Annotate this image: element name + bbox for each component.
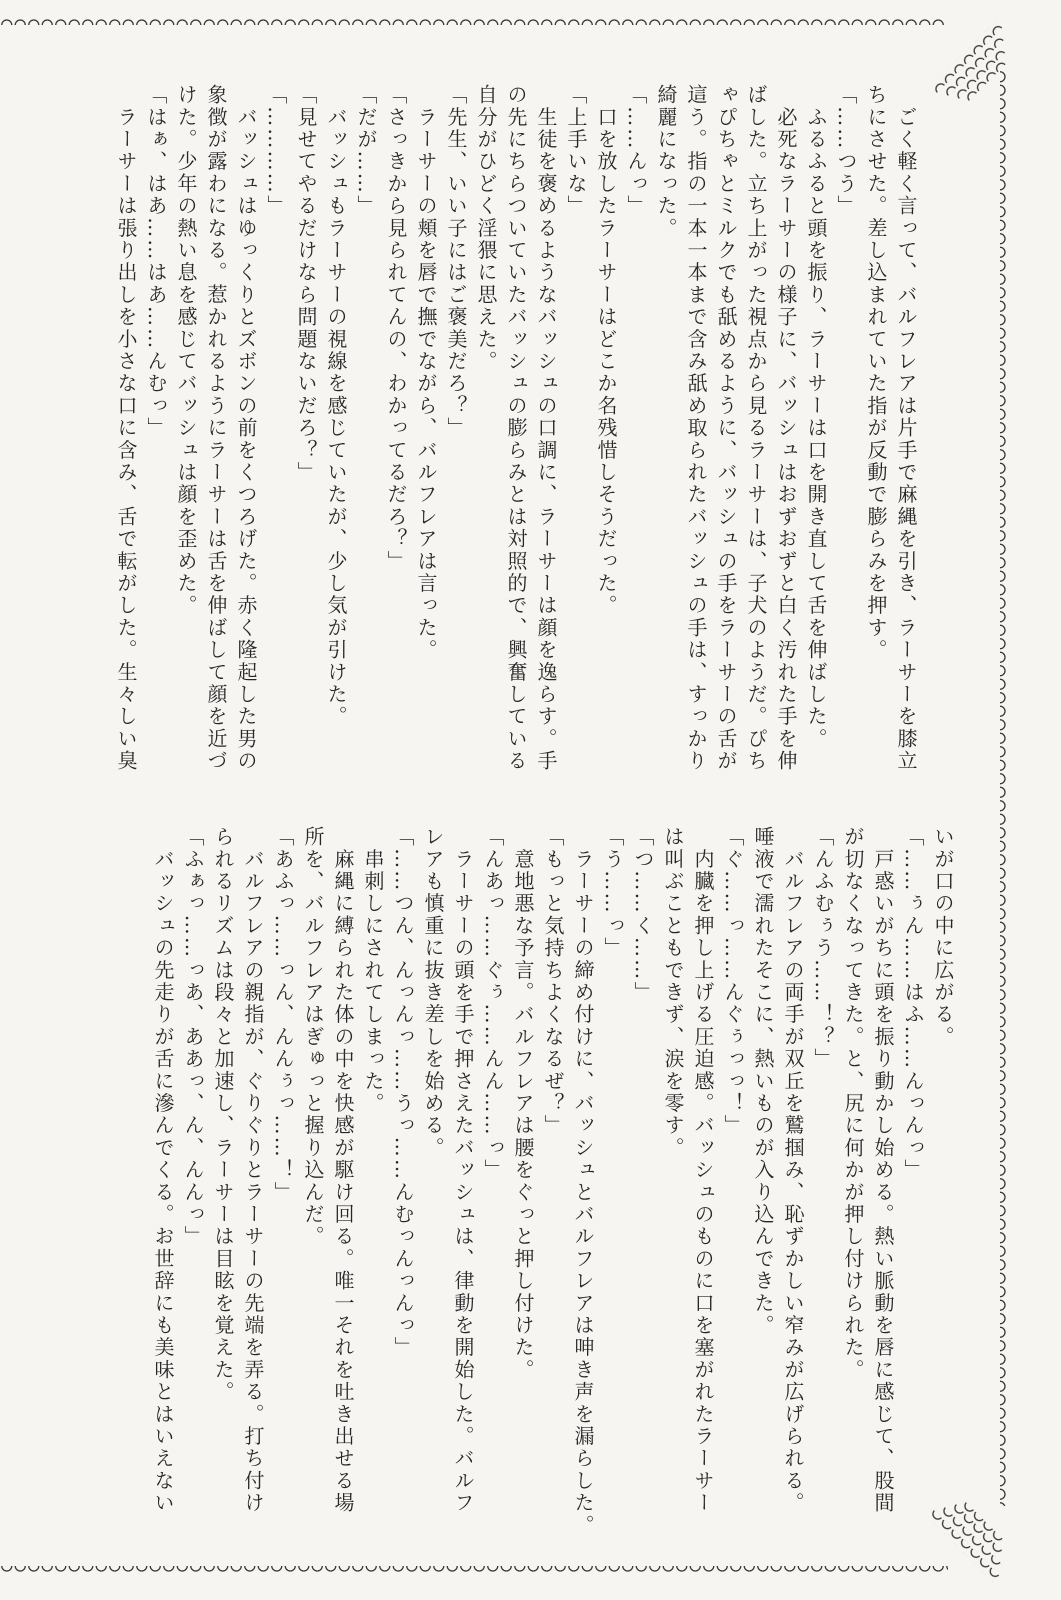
text-line: 「……んっ」 [624, 84, 648, 218]
text-line: ばした。立ち上がった視点から見るラーサーは、子犬のようだ。ぴち [744, 84, 768, 773]
text-line: 「見せてやるだけなら問題ないだろ？」 [294, 84, 318, 484]
text-line: ふるふると頭を振り、ラーサーは口を開き直して舌を伸ばした。 [804, 84, 828, 750]
text-line: ラーサーの頬を唇で撫でながら、バルフレアは言った。 [414, 84, 438, 662]
text-line: ごく軽く言って、バルフレアは片手で麻縄を引き、ラーサーを膝立 [894, 84, 918, 773]
text-line: いが口の中に広がる。 [931, 826, 955, 1048]
text-line: 「ぐ……っ……んぐぅっっ！」 [721, 826, 745, 1137]
text-line: 生徒を褒めるようなバッシュの口調に、ラーサーは顔を逸らす。手 [534, 84, 558, 773]
text-line: は叫ぶこともできず、涙を零す。 [661, 826, 685, 1159]
text-line: 必死なラーサーの様子に、バッシュはおずおずと白く汚れた手を伸 [774, 84, 798, 773]
page-border-right [1000, 70, 1009, 1506]
text-line: 「先生、いい子にはご褒美だろ？」 [444, 84, 468, 440]
text-line: ラーサーの締め付けに、バッシュとバルフレアは呻き声を漏らした。 [571, 826, 595, 1537]
text-line: 「う……っ」 [601, 826, 625, 960]
text-line: 「あふっ……っん、んんぅっ……！」 [271, 826, 295, 1204]
text-line: の先にちらついていたバッシュの膨らみとは対照的で、興奮している [504, 84, 528, 773]
page-border-top [0, 16, 944, 25]
text-line: 内臓を押し上げる圧迫感。バッシュのものに口を塞がれたラーサー [691, 826, 715, 1515]
text-line: 「…………」 [264, 84, 288, 218]
text-line: 「もっと気持ちよくなるぜ？」 [541, 826, 565, 1137]
text-line: が切なくなってきた。と、尻に何かが押し付けられた。 [841, 826, 865, 1381]
text-line: ラーサーは張り出しを小さな口に含み、舌で転がした。生々しい臭 [114, 84, 138, 773]
text-line: けた。少年の熱い息を感じてバッシュは顔を歪めた。 [174, 84, 198, 617]
text-line: 「ふぁっ……っあ、ああっ、ん、んんっ」 [181, 826, 205, 1248]
text-line: 「だが……」 [354, 84, 378, 218]
text-line: 「……つん、んっんっ……うっ……んむっんっんっ」 [391, 826, 415, 1359]
text-line: ゃぴちゃとミルクでも舐めるように、バッシュの手をラーサーの舌が [714, 84, 738, 773]
text-line: 「んあっ……ぐぅ……んん……っ」 [481, 826, 505, 1182]
text-line: 「……つう」 [834, 84, 858, 218]
text-line: 這う。指の一本一本まで含み舐め取られたバッシュの手は、すっかり [684, 84, 708, 773]
text-line: ラーサーの頭を手で押さえたバッシュは、律動を開始した。バルフ [451, 826, 475, 1515]
text-line: 意地悪な予言。バルフレアは腰をぐっと押し付けた。 [511, 826, 535, 1381]
text-line: 綺麗になった。 [654, 84, 678, 240]
text-line: 「つ……く……」 [631, 826, 655, 1004]
novel-text-upper-page [111, 84, 921, 772]
text-line: 「上手いな」 [564, 84, 588, 218]
text-line: バルフレアの親指が、ぐりぐりとラーサーの先端を弄る。打ち付け [241, 826, 265, 1515]
text-line: 自分がひどく淫猥に思えた。 [474, 84, 498, 373]
text-line: 串刺しにされてしまった。 [361, 826, 385, 1115]
text-line: 「さっきから見られてんの、わかってるだろ？」 [384, 84, 408, 573]
text-line: 「んふむぅう……！？」 [811, 826, 835, 1071]
text-line: 「はぁ、はあ……はあ……んむっ」 [144, 84, 168, 440]
text-line: 口を放したラーサーはどこか名残惜しそうだった。 [594, 84, 618, 617]
text-line: バルフレアの両手が双丘を鷲掴み、恥ずかしい窄みが広げられる。 [781, 826, 805, 1515]
novel-text-lower-page [148, 826, 958, 1536]
text-line: 「……ぅん……はふ……んっんっ」 [901, 826, 925, 1182]
text-line: レアも慎重に抜き差しを始める。 [421, 826, 445, 1159]
text-line: 所を、バルフレアはぎゅっと握り込んだ。 [301, 826, 325, 1248]
text-line: 象徴が露わになる。惹かれるようにラーサーは舌を伸ばして顔を近づ [204, 84, 228, 773]
page-border-bottom [0, 1566, 948, 1575]
text-line: バッシュはゆっくりとズボンの前をくつろげた。赤く隆起した男の [234, 84, 258, 773]
text-line: バッシュの先走りが舌に滲んでくる。お世辞にも美味とはいえない [151, 826, 175, 1515]
text-line: 唾液で濡れたそこに、熱いものが入り込んできた。 [751, 826, 775, 1337]
text-line: 麻縄に縛られた体の中を快感が駆け回る。唯一それを吐き出せる場 [331, 826, 355, 1515]
text-line: られるリズムは段々と加速し、ラーサーは目眩を覚えた。 [211, 826, 235, 1404]
text-line: ちにさせた。差し込まれていた指が反動で膨らみを押す。 [864, 84, 888, 662]
text-line: 戸惑いがちに頭を振り動かし始める。熱い脈動を唇に感じて、股間 [871, 826, 895, 1515]
text-line: バッシュもラーサーの視線を感じていたが、少し気が引けた。 [324, 84, 348, 728]
